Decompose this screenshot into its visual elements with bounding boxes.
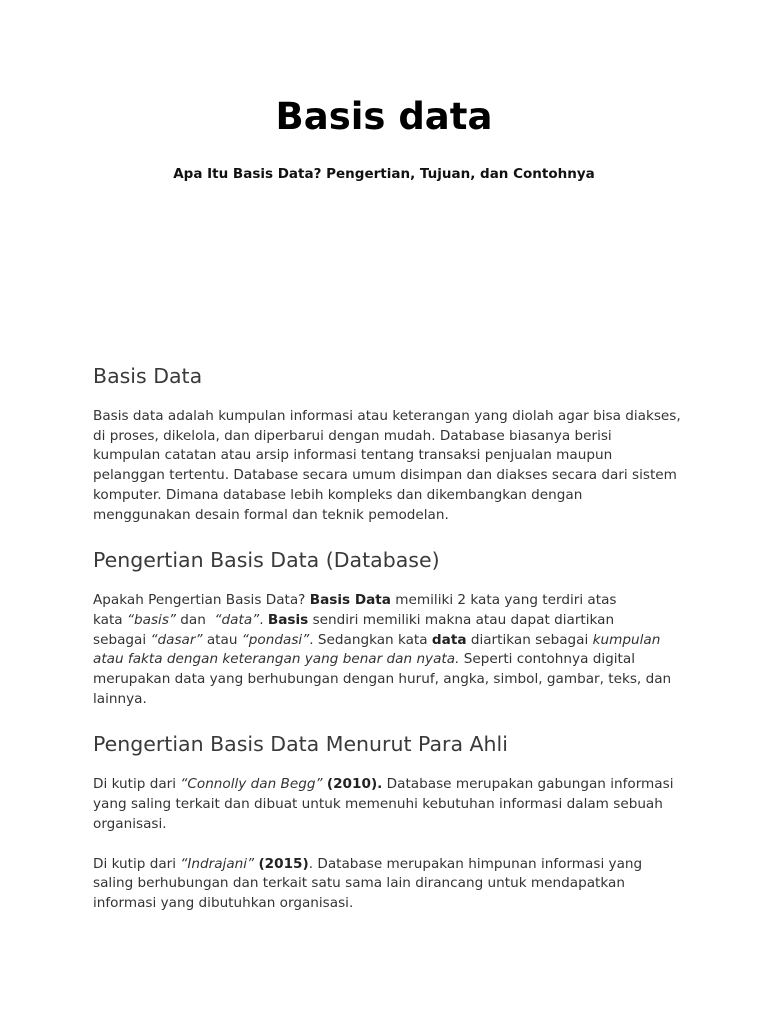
paragraph-line: di proses, dikelola, dan diperbarui dengan mudah. Database biasanya berisi (93, 427, 612, 444)
paragraph-line: saling berhubungan dan terkait satu sama lain dirancang untuk mendapatkan (93, 875, 625, 892)
text-run: dan (175, 611, 215, 628)
italic-term: “Connolly dan Begg” (180, 776, 323, 793)
text-run: . Sedangkan kata (309, 631, 432, 648)
document-subtitle: Apa Itu Basis Data? Pengertian, Tujuan, dan Contohnya (173, 166, 595, 182)
text-run: Di kutip dari (93, 776, 181, 793)
italic-term: “basis” (126, 611, 176, 628)
italic-term: kumpulan (592, 631, 661, 648)
section-heading-basis-data: Basis Data (93, 364, 203, 388)
text-run: memiliki 2 kata yang terdiri atas (390, 592, 617, 609)
paragraph-line (93, 591, 683, 611)
paragraph-line (93, 611, 683, 631)
paragraph-line (93, 855, 683, 875)
text-run: sebagai (93, 631, 151, 648)
section-heading-para-ahli: Pengertian Basis Data Menurut Para Ahli (93, 732, 508, 757)
section-heading-pengertian: Pengertian Basis Data (Database) (93, 548, 440, 573)
paragraph-line (93, 650, 683, 670)
bold-term: Basis (267, 611, 309, 628)
text-run: Apakah Pengertian Basis Data? (93, 592, 310, 609)
paragraph-line: menggunakan desain formal dan teknik pemodelan. (93, 506, 449, 523)
paragraph-pengertian (93, 591, 683, 709)
paragraph-line (93, 775, 683, 795)
document-title: Basis data (275, 95, 493, 138)
paragraph-line: lainnya. (93, 690, 147, 707)
paragraph-indrajani (93, 855, 683, 914)
bold-term: Basis Data (309, 592, 391, 609)
text-run: kata (93, 611, 127, 628)
italic-term: “dasar” (150, 631, 203, 648)
italic-term: “pondasi” (241, 631, 310, 648)
italic-term: atau fakta dengan keterangan yang benar dan nyata. (93, 651, 460, 668)
italic-term: “data” (214, 611, 260, 628)
paragraph-line: kumpulan catatan atau arsip informasi tentang transaksi penjualan maupun (93, 447, 613, 464)
text-run: Database merupakan gabungan informasi (382, 776, 674, 793)
bold-term: data (431, 631, 467, 648)
text-run: atau (202, 631, 242, 648)
text-run: . Database merupakan himpunan informasi yang (308, 855, 643, 872)
paragraph-line: yang saling terkait dan dibuat untuk memenuhi kebutuhan informasi dalam sebuah (93, 796, 663, 813)
paragraph-line: komputer. Dimana database lebih kompleks dan dikembangkan dengan (93, 486, 583, 503)
paragraph-basis-data (93, 407, 683, 525)
text-run: Di kutip dari (93, 855, 181, 872)
paragraph-connolly-begg (93, 775, 683, 834)
paragraph-line: pelanggan tertentu. Database secara umum disimpan dan diakses secara dari sistem (93, 467, 677, 484)
text-run: diartikan sebagai (466, 631, 593, 648)
paragraph-line: informasi yang dibutuhkan organisasi. (93, 894, 354, 911)
italic-term: “Indrajani” (180, 855, 255, 872)
bold-term: (2010). (326, 776, 383, 793)
text-run: Seperti contohnya digital (459, 651, 635, 668)
text-run: sendiri memiliki makna atau dapat diartikan (308, 611, 615, 628)
paragraph-line: merupakan data yang berhubungan dengan huruf, angka, simbol, gambar, teks, dan (93, 671, 672, 688)
paragraph-line: Basis data adalah kumpulan informasi atau keterangan yang diolah agar bisa diakses, (93, 408, 681, 424)
paragraph-line (93, 631, 683, 651)
text-run: . (259, 611, 268, 628)
document-body (93, 362, 683, 914)
paragraph-line: organisasi. (93, 815, 167, 832)
bold-term: (2015) (258, 855, 309, 872)
